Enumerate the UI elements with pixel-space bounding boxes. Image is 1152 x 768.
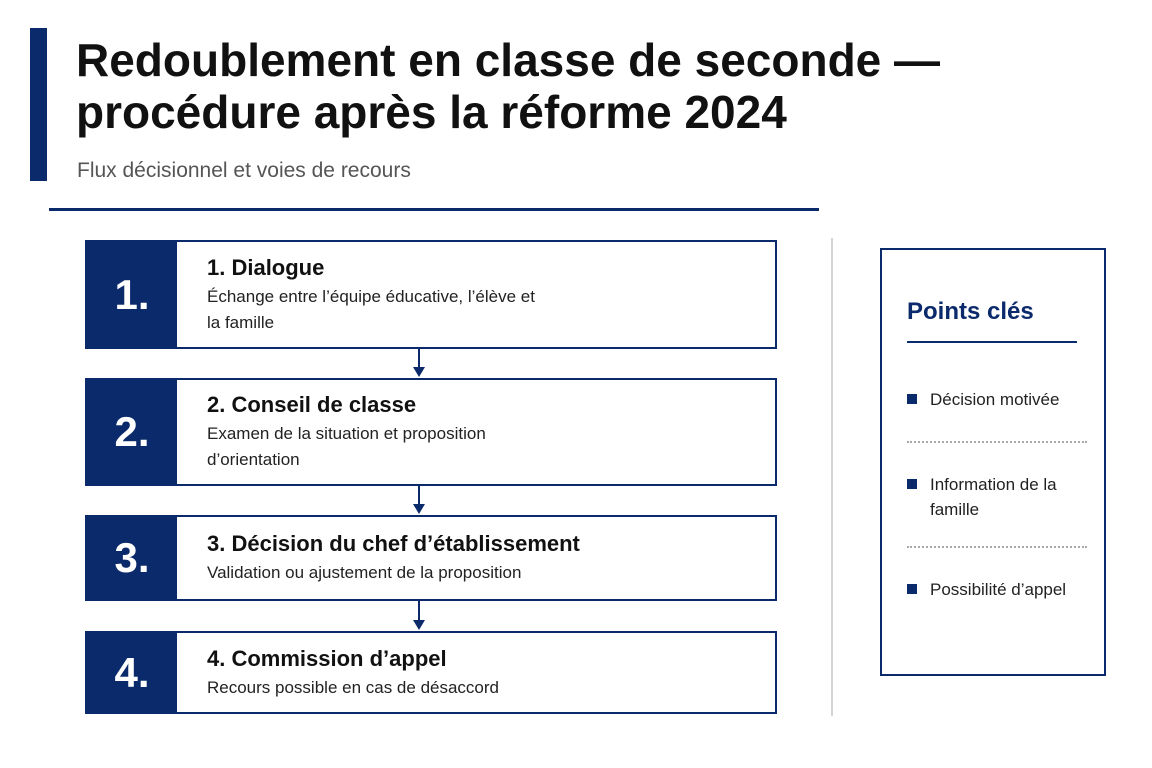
step-number: 4. [87, 633, 177, 712]
square-bullet-icon [907, 584, 917, 594]
key-point-item [907, 472, 1087, 522]
page-subtitle: Flux décisionnel et voies de recours [77, 159, 411, 182]
title-line-1: Redoublement en classe de seconde — [76, 34, 941, 86]
key-points-title-rule [907, 341, 1077, 343]
step-description: Recours possible en cas de désaccord [207, 677, 499, 697]
arrow-down-icon [409, 349, 429, 379]
header-divider [49, 208, 819, 211]
square-bullet-icon [907, 394, 917, 404]
key-point-separator [907, 441, 1087, 443]
step-content [207, 242, 765, 347]
key-points-panel [880, 248, 1106, 676]
step-description: Examen de la situation et proposition d’orientation [207, 424, 486, 469]
arrow-down-icon [409, 600, 429, 632]
step-title: 2. Conseil de classe [207, 392, 417, 417]
step-number: 2. [87, 380, 177, 484]
step-decision-chef-etablissement [85, 515, 777, 601]
step-title: 4. Commission d’appel [207, 645, 447, 671]
step-content [207, 517, 765, 599]
arrow-down-icon [409, 486, 429, 516]
title-line-2: procédure après la réforme 2024 [76, 86, 787, 138]
step-commission-appel [85, 631, 777, 714]
key-point-separator [907, 546, 1087, 548]
page-title [76, 34, 1076, 138]
title-accent-bar [30, 28, 47, 181]
step-number: 1. [87, 242, 177, 347]
square-bullet-icon [907, 479, 917, 489]
step-content [207, 633, 765, 712]
step-content [207, 380, 765, 484]
key-point-label: Possibilité d’appel [930, 580, 1067, 599]
step-title: 3. Décision du chef d’établissement [207, 531, 580, 556]
column-divider [831, 238, 833, 716]
key-point-item [907, 387, 1087, 412]
key-points-title: Points clés [907, 298, 1034, 325]
step-description: Échange entre l’équipe éducative, l’élève et la famille [207, 286, 535, 332]
key-point-item [907, 577, 1087, 602]
key-point-label: Information de la famille [930, 475, 1057, 519]
key-point-label: Décision motivée [930, 390, 1060, 409]
step-number: 3. [87, 517, 177, 599]
step-conseil-de-classe [85, 378, 777, 486]
step-description: Validation ou ajustement de la proposition [207, 563, 522, 582]
step-dialogue [85, 240, 777, 349]
step-title: 1. Dialogue [207, 254, 325, 280]
